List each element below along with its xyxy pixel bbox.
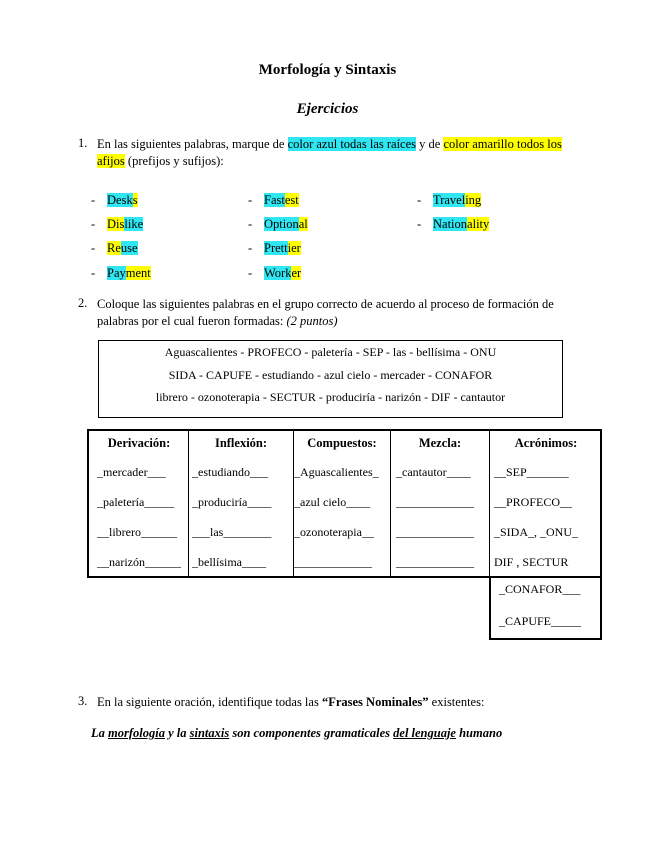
word-item <box>417 193 481 208</box>
table-cell: ___las________ <box>192 525 272 539</box>
bullet-dash: - <box>248 193 253 207</box>
q3-text-bold: “Frases Nominales” <box>321 695 429 709</box>
table-cell: _produciría____ <box>192 495 272 509</box>
bullet-dash: - <box>91 193 96 207</box>
q1-text-b: y de <box>416 137 444 151</box>
word-affix: s <box>132 193 138 207</box>
q1-text-yellow-2: afijos <box>97 154 125 168</box>
word-item <box>91 266 151 281</box>
table-cell: _bellísima____ <box>192 555 266 569</box>
page-title: Morfología y Sintaxis <box>258 62 397 78</box>
q3-instruction <box>97 694 587 711</box>
q3-number: 3. <box>78 694 88 708</box>
q1-text-a: En las siguientes palabras, marque de <box>97 137 288 151</box>
q1-text-yellow-1: color amarillo todos los <box>443 137 562 151</box>
word-affix: ment <box>125 266 151 280</box>
table-header: Compuestos: <box>307 436 377 450</box>
q3-sentence <box>91 726 502 741</box>
table-cell: _CONAFOR___ <box>499 582 581 596</box>
word-root: Travel <box>433 193 466 207</box>
word-root: Prett <box>264 241 288 255</box>
word-root: Pay <box>107 266 126 280</box>
acronyms-extension <box>489 577 602 640</box>
table-cell: _ozonoterapia__ <box>294 525 374 539</box>
table-header: Inflexión: <box>214 436 268 450</box>
word-affix: ier <box>287 241 301 255</box>
word-bank-line: Aguascalientes - PROFECO - paletería - SEP - las - bellísima - ONU <box>164 345 497 359</box>
table-cell: _SIDA_, _ONU_ <box>494 525 578 539</box>
word-item <box>91 217 143 232</box>
sentence-text: La <box>91 726 109 740</box>
table-cell: __SEP_______ <box>494 465 569 479</box>
table-cell: _cantautor____ <box>396 465 471 479</box>
table-cell: _____________ <box>396 495 474 509</box>
word-item <box>248 193 299 208</box>
word-root: Work <box>264 266 292 280</box>
word-affix: est <box>284 193 299 207</box>
table-divider <box>390 431 391 576</box>
q1-number: 1. <box>78 136 88 150</box>
q2-line1: Coloque las siguientes palabras en el grupo correcto de acuerdo al proceso de formación de <box>97 297 554 311</box>
table-cell: _estudiando___ <box>192 465 268 479</box>
bullet-dash: - <box>248 266 253 280</box>
word-bank-line: librero - ozonoterapia - SECTUR - produciría - narizón - DIF - cantautor <box>155 390 506 404</box>
table-cell: __librero______ <box>97 525 177 539</box>
sentence-text: son componentes gramaticales <box>229 726 394 740</box>
word-affix: er <box>291 266 302 280</box>
sentence-text: y la <box>164 726 190 740</box>
table-cell: _azul cielo____ <box>294 495 371 509</box>
table-header: Derivación: <box>107 436 171 450</box>
word-item <box>248 217 308 232</box>
bullet-dash: - <box>91 217 96 231</box>
q2-instruction <box>97 296 587 330</box>
word-item <box>248 241 301 256</box>
table-cell: _CAPUFE_____ <box>499 614 582 628</box>
q2-number: 2. <box>78 296 88 310</box>
noun-phrase: sintaxis <box>189 726 230 740</box>
word-root: Option <box>264 217 299 231</box>
word-item <box>417 217 489 232</box>
classification-table <box>87 429 602 578</box>
q1-text-c: (prefijos y sufijos): <box>124 154 224 168</box>
word-bank-line: SIDA - CAPUFE - estudiando - azul cielo - mercader - CONAFOR <box>168 368 493 382</box>
word-root: Fast <box>264 193 285 207</box>
bullet-dash: - <box>91 241 96 255</box>
q3-text-a: En la siguiente oración, identifique todas las <box>97 695 322 709</box>
bullet-dash: - <box>248 241 253 255</box>
word-affix: ing <box>465 193 482 207</box>
word-item <box>91 193 138 208</box>
table-cell: __narizón______ <box>97 555 181 569</box>
q1-instruction <box>97 136 587 170</box>
word-affix: al <box>467 217 477 231</box>
noun-phrase: morfología <box>108 726 165 740</box>
noun-phrase: del lenguaje <box>393 726 456 740</box>
table-cell: DIF , SECTUR <box>494 555 569 569</box>
table-divider <box>188 431 189 576</box>
table-header: Acrónimos: <box>514 436 578 450</box>
word-bank-box <box>98 340 563 418</box>
word-root: Desk <box>107 193 133 207</box>
page-subtitle: Ejercicios <box>296 101 359 117</box>
table-cell: _Aguascalientes_ <box>294 465 379 479</box>
word-affix: ity <box>476 217 490 231</box>
q1-text-blue: color azul todas las raíces <box>287 137 416 151</box>
table-header: Mezcla: <box>418 436 462 450</box>
table-cell: _____________ <box>396 555 474 569</box>
word-item <box>248 266 301 281</box>
table-cell: _mercader___ <box>97 465 166 479</box>
bullet-dash: - <box>417 193 422 207</box>
bullet-dash: - <box>417 217 422 231</box>
q3-text-b: existentes: <box>428 695 485 709</box>
table-divider <box>489 431 490 576</box>
word-affix: al <box>298 217 308 231</box>
word-affix: Re <box>107 241 121 255</box>
word-item <box>91 241 138 256</box>
word-root: Nation <box>433 217 468 231</box>
word-affix: Dis <box>107 217 125 231</box>
sentence-text: humano <box>455 726 503 740</box>
word-root: use <box>120 241 138 255</box>
q2-points: (2 puntos) <box>286 314 338 328</box>
table-cell: _____________ <box>396 525 474 539</box>
word-root: like <box>124 217 144 231</box>
bullet-dash: - <box>91 266 96 280</box>
table-cell: _paletería_____ <box>97 495 175 509</box>
table-cell: _____________ <box>294 555 372 569</box>
table-cell: __PROFECO__ <box>494 495 573 509</box>
q2-line2: palabras por el cual fueron formadas: <box>97 314 287 328</box>
bullet-dash: - <box>248 217 253 231</box>
